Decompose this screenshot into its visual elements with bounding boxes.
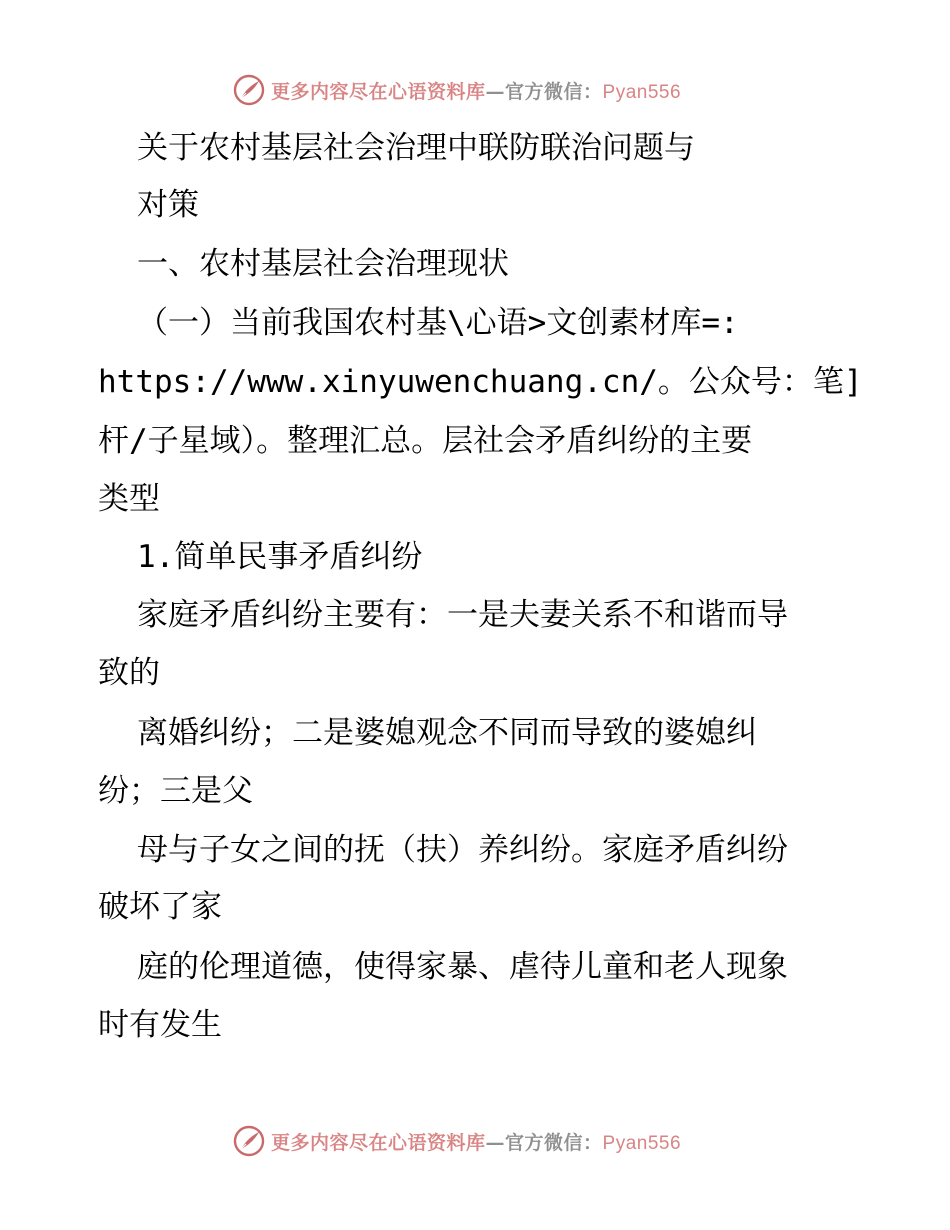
watermark-header xyxy=(233,73,681,107)
paragraph-line: 母与子女之间的抚（扶）养纠纷。家庭矛盾纠纷 xyxy=(137,832,788,868)
watermark-main-text: 更多内容尽在心语资料库 xyxy=(271,80,486,103)
watermark-dash: — xyxy=(485,80,506,103)
paragraph-line: 家庭矛盾纠纷主要有：一是夫妻关系不和谐而导 xyxy=(137,597,788,633)
watermark-footer xyxy=(233,1124,681,1158)
paragraph-line: 致的 xyxy=(98,655,160,691)
doc-title-line-2: 对策 xyxy=(137,187,199,223)
watermark-dash: — xyxy=(485,1131,506,1154)
section-heading: 一、农村基层社会治理现状 xyxy=(137,246,509,282)
paragraph-line: 杆/子星域）。整理汇总。层社会矛盾纠纷的主要 xyxy=(98,423,753,459)
watermark-wechat-id: Pyan556 xyxy=(602,1132,682,1154)
paragraph-line: 离婚纠纷；二是婆媳观念不同而导致的婆媳纠 xyxy=(137,715,757,751)
paragraph-line: 时有发生 xyxy=(98,1007,222,1043)
paragraph-line: （一）当前我国农村基\心语>文创素材库=: xyxy=(137,305,739,341)
quill-seal-icon xyxy=(233,74,265,106)
watermark-main-text: 更多内容尽在心语资料库 xyxy=(271,1131,486,1154)
paragraph-line: 破坏了家 xyxy=(98,889,222,925)
watermark-wechat-id: Pyan556 xyxy=(602,81,682,103)
paragraph-line: 类型 xyxy=(98,481,160,517)
watermark-official-label: 官方微信： xyxy=(505,1131,603,1154)
subsection-heading: 1.简单民事矛盾纠纷 xyxy=(137,539,423,575)
paragraph-line: 纷；三是父 xyxy=(98,773,253,809)
quill-seal-icon xyxy=(233,1125,265,1157)
doc-title-line-1: 关于农村基层社会治理中联防联治问题与 xyxy=(137,130,695,166)
paragraph-line: https://www.xinyuwenchuang.cn/。公众号：笔] xyxy=(98,364,863,400)
paragraph-line: 庭的伦理道德，使得家暴、虐待儿童和老人现象 xyxy=(137,949,788,985)
watermark-official-label: 官方微信： xyxy=(505,80,603,103)
